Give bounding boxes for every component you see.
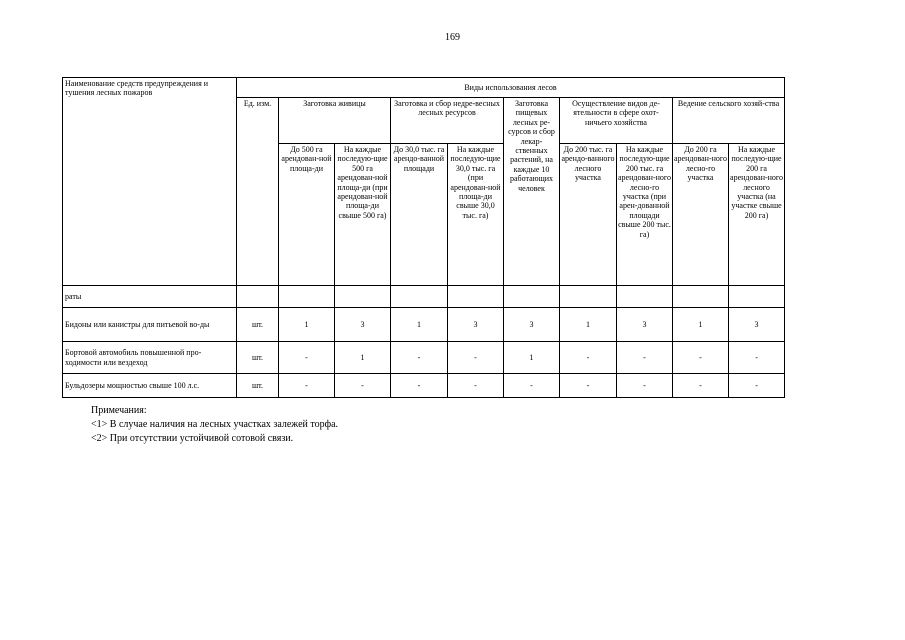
value-cell: 3 xyxy=(504,308,560,342)
value-cell xyxy=(560,286,617,308)
subheader-cell: На каждые последую-щие 200 га арендован-ного лесного участка (на участке свыше 200 га) xyxy=(729,144,785,286)
value-cell: - xyxy=(335,374,391,398)
fire-equipment-table xyxy=(62,77,785,398)
value-cell: 3 xyxy=(335,308,391,342)
header-forest-use-types: Виды использования лесов xyxy=(237,78,785,98)
value-cell: 1 xyxy=(560,308,617,342)
value-cell: 3 xyxy=(617,308,673,342)
subheader-cell: На каждые последую-щие 200 тыс. га арендован-ного лесно-го участка (при арен-дованной площади свыше 200 тыс. га) xyxy=(617,144,673,286)
value-cell: - xyxy=(279,374,335,398)
value-cell: 1 xyxy=(504,342,560,374)
value-cell xyxy=(504,286,560,308)
subheader-cell: На каждые последую-щие 500 га арендован-ной площа-ди (при арендован-ной площа-ди свыше 500 га) xyxy=(335,144,391,286)
row-unit: шт. xyxy=(237,308,279,342)
header-group-hunting: Осуществление видов де-ятельности в сфере охот-ничьего хозяйства xyxy=(560,98,673,144)
value-cell xyxy=(617,286,673,308)
value-cell: - xyxy=(560,342,617,374)
header-equipment-name: Наименование средств предупреждения и тушения лесных пожаров xyxy=(63,78,237,286)
value-cell: 3 xyxy=(729,308,785,342)
value-cell: - xyxy=(729,374,785,398)
value-cell: - xyxy=(279,342,335,374)
value-cell: 1 xyxy=(279,308,335,342)
row-name: Бульдозеры мощностью свыше 100 л.с. xyxy=(63,374,237,398)
value-cell: - xyxy=(617,342,673,374)
table-row xyxy=(63,342,785,374)
page-number: 169 xyxy=(445,32,460,43)
header-group-non-wood: Заготовка и сбор недре-весных лесных ресурсов xyxy=(391,98,504,144)
value-cell: 3 xyxy=(448,308,504,342)
row-name: Бортовой автомобиль повышенной про-ходимости или вездеход xyxy=(63,342,237,374)
value-cell xyxy=(729,286,785,308)
notes-title: Примечания: xyxy=(91,405,147,416)
table-row xyxy=(63,308,785,342)
note-item: <1> В случае наличия на лесных участках залежей торфа. xyxy=(91,419,339,430)
table-row xyxy=(63,374,785,398)
subheader-cell: До 200 га арендован-ного лесно-го участка xyxy=(673,144,729,286)
value-cell: - xyxy=(448,342,504,374)
value-cell: - xyxy=(729,342,785,374)
row-name: Бидоны или канистры для питьевой во-ды xyxy=(63,308,237,342)
row-unit: шт. xyxy=(237,374,279,398)
value-cell: - xyxy=(673,342,729,374)
value-cell: - xyxy=(617,374,673,398)
header-group-agriculture: Ведение сельского хозяй-ства xyxy=(673,98,785,144)
header-unit: Ед. изм. xyxy=(237,98,279,286)
subheader-cell: До 500 га арендован-ной площа-ди xyxy=(279,144,335,286)
value-cell: - xyxy=(673,374,729,398)
row-unit xyxy=(237,286,279,308)
subheader-cell: До 200 тыс. га арендо-ванного лесного участка xyxy=(560,144,617,286)
subheader-cell: На каждые последую-щие 30,0 тыс. га (при арендован-ной площа-ди свыше 30,0 тыс. га) xyxy=(448,144,504,286)
value-cell xyxy=(335,286,391,308)
header-group-food-resources: Заготовка пищевых лесных ре-сурсов и сбор лекар-ственных растений, на каждые 10 работающих человек xyxy=(504,98,560,286)
value-cell: - xyxy=(391,374,448,398)
row-unit: шт. xyxy=(237,342,279,374)
value-cell: 1 xyxy=(335,342,391,374)
value-cell: - xyxy=(391,342,448,374)
value-cell xyxy=(673,286,729,308)
value-cell xyxy=(279,286,335,308)
value-cell: - xyxy=(448,374,504,398)
table-row xyxy=(63,286,785,308)
value-cell: - xyxy=(504,374,560,398)
note-item: <2> При отсутствии устойчивой сотовой связи. xyxy=(91,433,294,444)
value-cell xyxy=(448,286,504,308)
row-name: раты xyxy=(63,286,237,308)
value-cell: 1 xyxy=(391,308,448,342)
notes xyxy=(91,404,338,446)
subheader-cell: До 30,0 тыс. га арендо-ванной площади xyxy=(391,144,448,286)
value-cell xyxy=(391,286,448,308)
header-group-resin: Заготовка живицы xyxy=(279,98,391,144)
value-cell: 1 xyxy=(673,308,729,342)
value-cell: - xyxy=(560,374,617,398)
